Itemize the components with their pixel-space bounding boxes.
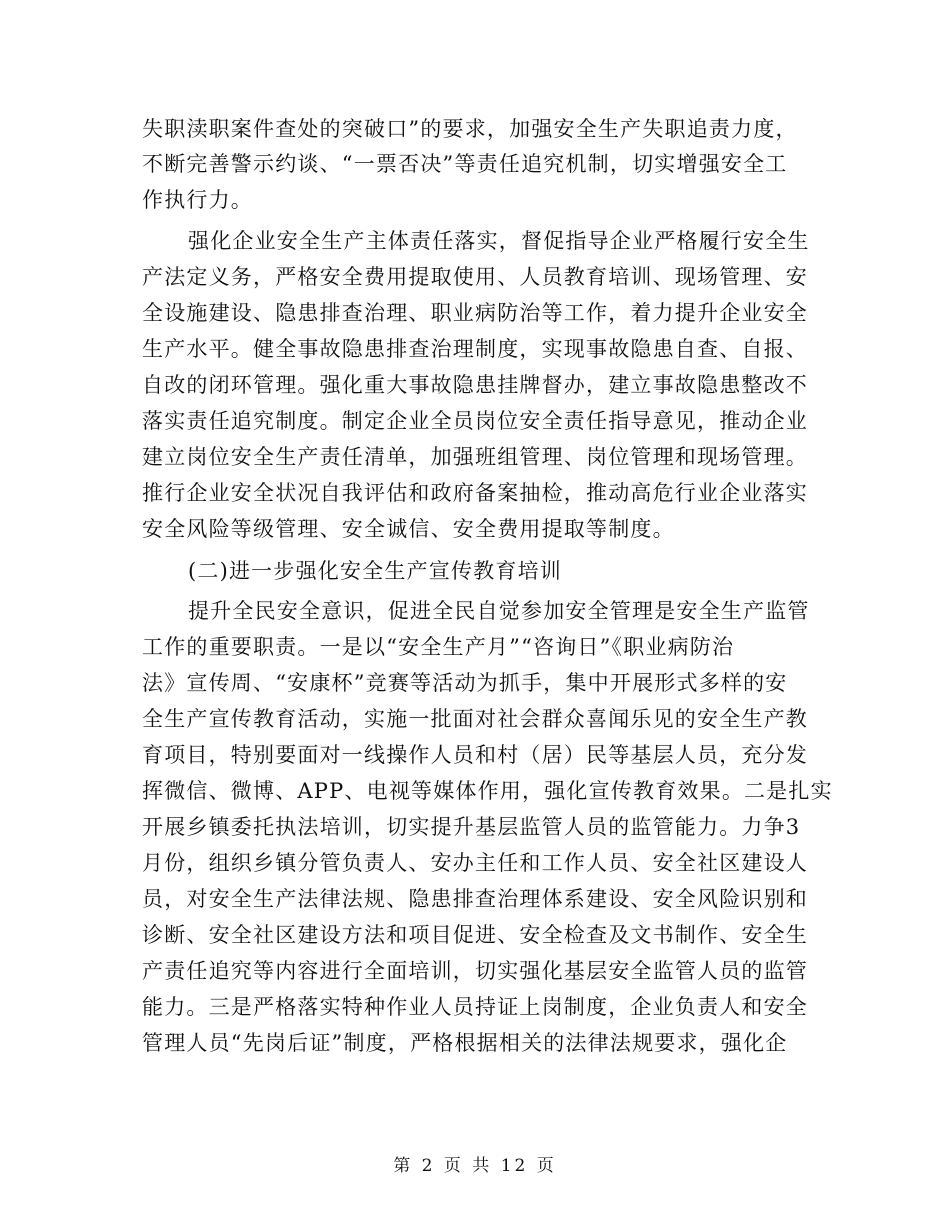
body-text-line: 月份，组织乡镇分管负责人、安办主任和工作人员、安全社区建设人 [142, 851, 808, 875]
body-text-line: 全生产宣传教育活动，实施一批面对社会群众喜闻乐见的安全生产教 [142, 707, 808, 731]
body-text-line: 产责任追究等内容进行全面培训，切实强化基层安全监管人员的监管 [142, 959, 808, 983]
body-text-line: 管理人员“先岗后证”制度，严格根据相关的法律法规要求，强化企 [142, 1031, 788, 1055]
body-text-line: 安全风险等级管理、安全诚信、安全费用提取等制度。 [142, 517, 675, 541]
body-text-line: 不断完善警示约谈、“一票否决”等责任追究机制，切实增强安全工 [142, 152, 788, 176]
body-text-line: 员，对安全生产法律法规、隐患排查治理体系建设、安全风险识别和 [142, 887, 808, 911]
page-number-footer: 第 2 页 共 12 页 [393, 1156, 557, 1176]
body-text-line: 开展乡镇委托执法培训，切实提升基层监管人员的监管能力。力争3 [142, 815, 801, 839]
body-text-line: 推行企业安全状况自我评估和政府备案抽检，推动高危行业企业落实 [142, 481, 808, 505]
section-heading: (二)进一步强化安全生产宣传教育培训 [188, 559, 562, 583]
body-text-line: 产法定义务，严格安全费用提取使用、人员教育培训、现场管理、安 [142, 265, 808, 289]
body-text-line: 失职渎职案件查处的突破口”的要求，加强安全生产失职追责力度， [142, 117, 798, 141]
body-text-line: 诊断、安全社区建设方法和项目促进、安全检查及文书制作、安全生 [142, 923, 808, 947]
body-text-line: 全设施建设、隐患排查治理、职业病防治等工作，着力提升企业安全 [142, 301, 808, 325]
body-text-line: 育项目，特别要面对一线操作人员和村（居）民等基层人员，充分发 [142, 743, 808, 767]
body-text-line: 挥微信、微博、APP、电视等媒体作用，强化宣传教育效果。二是扎实 [142, 779, 833, 803]
paragraph-first-line: 提升全民安全意识，促进全民自觉参加安全管理是安全生产监管 [188, 599, 810, 623]
paragraph-first-line: 强化企业安全生产主体责任落实，督促指导企业严格履行安全生 [188, 229, 810, 253]
body-text-line: 法》宣传周、“安康杯”竞赛等活动为抓手，集中开展形式多样的安 [142, 671, 788, 695]
body-text-line: 作执行力。 [142, 188, 253, 212]
body-text-line: 能力。三是严格落实特种作业人员持证上岗制度，企业负责人和安全 [142, 995, 808, 1019]
body-text-line: 自改的闭环管理。强化重大事故隐患挂牌督办，建立事故隐患整改不 [142, 373, 808, 397]
body-text-line: 落实责任追究制度。制定企业全员岗位安全责任指导意见，推动企业 [142, 409, 808, 433]
body-text-line: 生产水平。健全事故隐患排查治理制度，实现事故隐患自查、自报、 [142, 337, 808, 361]
body-text-line: 工作的重要职责。一是以“安全生产月”“咨询日”《职业病防治 [142, 635, 735, 659]
body-text-line: 建立岗位安全生产责任清单，加强班组管理、岗位管理和现场管理。 [142, 445, 808, 469]
